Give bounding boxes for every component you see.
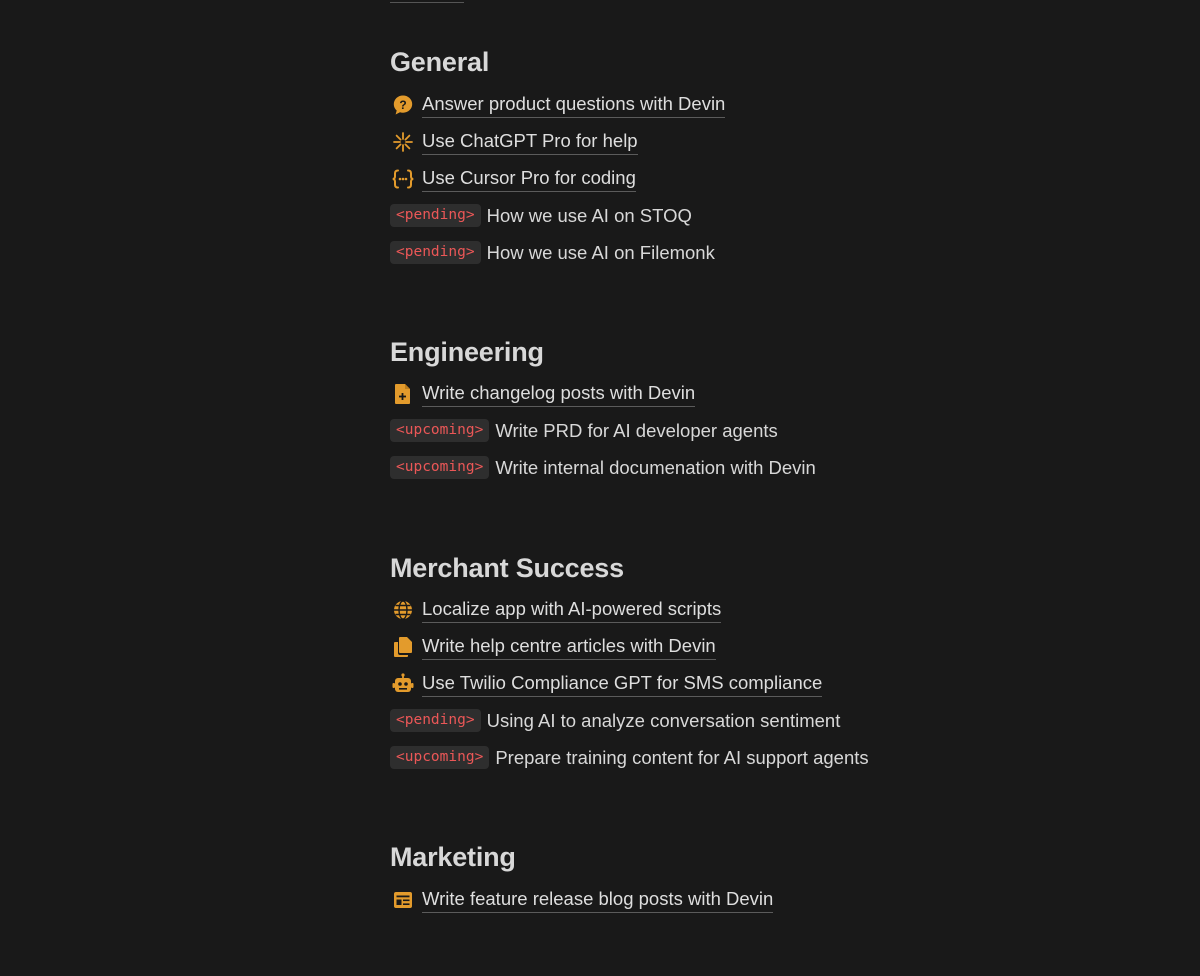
link-twilio-compliance[interactable]: Use Twilio Compliance GPT for SMS compliance xyxy=(422,671,822,697)
code-braces-icon xyxy=(390,166,416,192)
list-item xyxy=(390,739,1090,776)
section-title-merchant-success: Merchant Success xyxy=(390,553,624,583)
document-plus-icon xyxy=(390,381,416,407)
item-label: Write PRD for AI developer agents xyxy=(495,419,778,441)
documents-icon xyxy=(390,634,416,660)
previous-link-underline xyxy=(390,0,464,3)
list-item xyxy=(390,375,1090,412)
link-help-centre-articles[interactable]: Write help centre articles with Devin xyxy=(422,634,716,660)
section-merchant-success xyxy=(390,552,1090,776)
list-item xyxy=(390,160,1090,197)
link-localize-app[interactable]: Localize app with AI-powered scripts xyxy=(422,597,721,623)
link-cursor-pro[interactable]: Use Cursor Pro for coding xyxy=(422,166,636,192)
list-item xyxy=(390,86,1090,123)
list-item xyxy=(390,234,1090,271)
list-item xyxy=(390,197,1090,234)
list-item xyxy=(390,412,1090,449)
list-item xyxy=(390,881,1090,918)
status-badge: <pending> xyxy=(390,204,481,227)
item-label: Prepare training content for AI support agents xyxy=(495,746,869,768)
link-feature-release-blog[interactable]: Write feature release blog posts with Devin xyxy=(422,887,773,913)
section-title-general: General xyxy=(390,47,490,77)
item-label: Write internal documenation with Devin xyxy=(495,456,816,478)
section-marketing xyxy=(390,841,1090,918)
section-engineering xyxy=(390,336,1090,486)
item-label: Using AI to analyze conversation sentiment xyxy=(486,709,841,731)
status-badge: <upcoming> xyxy=(390,419,489,442)
svg-text:?: ? xyxy=(399,97,407,112)
link-changelog-posts[interactable]: Write changelog posts with Devin xyxy=(422,381,695,407)
list-item xyxy=(390,449,1090,486)
list-item xyxy=(390,123,1090,160)
link-chatgpt-pro[interactable]: Use ChatGPT Pro for help xyxy=(422,129,638,155)
section-title-marketing: Marketing xyxy=(390,842,516,872)
sparkle-burst-icon xyxy=(390,129,416,155)
status-badge: <pending> xyxy=(390,241,481,264)
status-badge: <pending> xyxy=(390,709,481,732)
globe-icon xyxy=(390,597,416,623)
question-bubble-icon xyxy=(390,92,416,118)
list-item xyxy=(390,591,1090,628)
list-item xyxy=(390,665,1090,702)
item-label: How we use AI on STOQ xyxy=(486,204,692,226)
list-item xyxy=(390,628,1090,665)
link-answer-product-questions[interactable]: Answer product questions with Devin xyxy=(422,92,725,118)
status-badge: <upcoming> xyxy=(390,456,489,479)
list-item xyxy=(390,702,1090,739)
section-title-engineering: Engineering xyxy=(390,337,544,367)
robot-icon xyxy=(390,671,416,697)
newspaper-icon xyxy=(390,887,416,913)
status-badge: <upcoming> xyxy=(390,746,489,769)
section-general xyxy=(390,46,1090,271)
item-label: How we use AI on Filemonk xyxy=(486,241,715,263)
